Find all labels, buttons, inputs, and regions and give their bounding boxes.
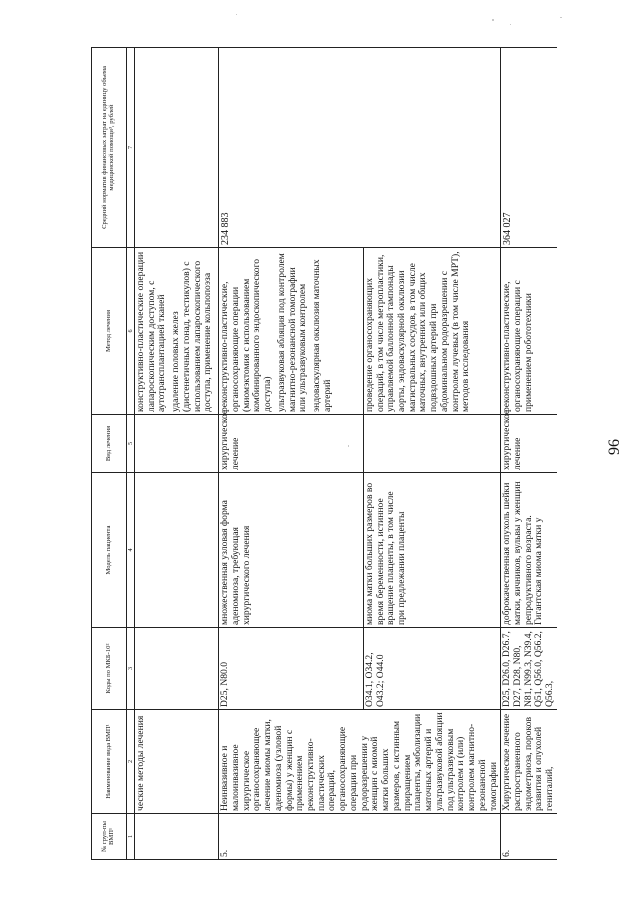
vmp-name-text: Неинвазивное и малоинвазивное хирургическое органосохраняющее лечение миомы матки, аденомиоза (узловой формы) у женщин с применением реконструктивно-пластических операций, органосохраняющие операции при родоразрешении у женщин с миомой матки больших размеров, с истинным приращением плаценты, эмболизации маточных артерий и ультразвуковой абляции под ультразвуковым контролем и (или) контролем магнитно-резонансной томографии: [219, 712, 499, 811]
scan-speck: [560, 17, 562, 18]
column-number: 7: [127, 48, 135, 248]
vmp-name-cell: [501, 710, 557, 814]
icd-codes-cell: [219, 628, 364, 710]
treatment-method-cell: [135, 248, 219, 415]
vmp-name-cell: [135, 710, 219, 814]
table-rotation-frame: [91, 48, 556, 860]
treatment-method-cell: [219, 248, 364, 415]
column-number: 4: [127, 473, 135, 628]
cost-value: 364 027: [502, 212, 514, 245]
treatment-method-text: удаление половых желез (дисгенетичных гонад, тестикулов) с использованием лапароскопического доступа, применение кольпопоэза: [170, 260, 214, 412]
icd-codes-text: D25, D26.0, D26.7, D27, D28, N80, N81, N99.3, N39.4, Q51, Q56.0, Q56.2, Q56.3,: [501, 631, 556, 707]
treatment-type-cell: [501, 409, 557, 473]
treatment-method-cell: [363, 248, 500, 415]
column-number: 5: [127, 415, 135, 473]
cost-cell: [501, 48, 557, 248]
patient-model-text: доброкачественная опухоль шейки матки, яичников, вульвы у женщин репродуктивного возраста. Гигантская миома матки у: [501, 481, 545, 625]
patient-model-cell: [219, 473, 364, 628]
header-patient-model: Модель пациента: [92, 473, 127, 628]
column-number: 6: [127, 248, 135, 415]
treatment-method-text: ультразвуковая абляция под контролем магнитно-резонансной томографии или ультразвуковым контролем: [275, 253, 309, 412]
treatment-type-text: хирургическое лечение: [501, 409, 523, 470]
header-vmp-name: Наименование вида ВМП¹: [92, 710, 127, 814]
treatment-type-cell: [363, 415, 500, 473]
column-number-row: [127, 48, 135, 860]
header-row: [92, 48, 127, 860]
vmp-name-cell: [219, 710, 501, 814]
patient-model-cell: [501, 473, 557, 628]
group-number-cell: [135, 814, 219, 860]
scan-speck: [510, 24, 511, 25]
treatment-method-cell: [501, 248, 557, 415]
scan-speck: [236, 14, 237, 15]
icd-codes-text: O34.1, O34.2, O43.2; O44.0: [363, 652, 386, 707]
treatment-method-text: эндоваскулярная окклюзия маточных артерий: [311, 259, 333, 412]
treatment-method-text: проведение органосохраняющих операций, в том числе метропластики, управляемой баллонной тампонады аорты, эндоваскулярной окклюзии магистральных сосудов, в том числе маточных, внутренних или общих подвздошных артерий при абдоминальном родоразрешении с контролем лучевых (в том числе МРТ), методов исследования: [363, 251, 472, 412]
group-number-cell: [219, 814, 501, 860]
column-number: 3: [127, 628, 135, 710]
column-number: 2: [127, 710, 135, 814]
table-row-6: [501, 48, 557, 860]
icd-codes-cell: [135, 628, 219, 710]
patient-model-text: множественная узловая форма аденомиоза, требующая хирургического лечения: [219, 500, 252, 625]
vmp-name-text: ческие методы лечения: [135, 715, 146, 811]
header-treatment-type: Вид лечения: [92, 415, 127, 473]
scan-speck: [492, 19, 494, 21]
header-icd-codes: Коды по МКБ-10²: [92, 628, 127, 710]
rotated-table-region: [91, 48, 556, 860]
header-group-number: № груп-пы ВМП¹: [92, 814, 127, 860]
cost-cell: [219, 48, 501, 248]
group-number: 6.: [501, 849, 513, 857]
group-number-cell: [501, 814, 557, 860]
treatment-method-text: реконструктивно-пластические, органосохраняющие операции с применением робототехники: [501, 280, 534, 412]
header-cost-norm: Средний норматив финансовых затрат на единицу объема медицинской помощи³, рублей: [92, 48, 127, 248]
patient-model-cell: [363, 473, 500, 628]
column-number: 1: [127, 814, 135, 860]
treatment-type-cell: [135, 415, 219, 473]
cost-value: 234 883: [220, 212, 232, 245]
page-number: 96: [606, 439, 623, 455]
table-row-5: [219, 48, 364, 860]
scan-speck: [348, 445, 349, 447]
icd-codes-text: D25, N80.0: [219, 661, 231, 707]
treatment-method-text: конструктивно-пластические операции лапароскопическим доступом, с аутотрансплантацией тканей: [135, 251, 168, 412]
icd-codes-cell: [363, 628, 500, 710]
patient-model-text: миома матки больших размеров во время беременности, истинное вращение плаценты, в том числе при предлежании плаценты: [363, 482, 408, 625]
treatment-method-text: реконструктивно-пластические, органосохраняющие операции (миомэктомия с использованием комбинированного эндоскопического доступа): [219, 258, 274, 412]
cost-cell: [135, 48, 219, 248]
vmp-table: [91, 47, 557, 860]
table-row-continuation: [135, 48, 219, 860]
group-number: 5.: [219, 849, 231, 857]
header-treatment-method: Метод лечения: [92, 248, 127, 415]
treatment-type-text: хирургическое лечение: [219, 409, 241, 470]
vmp-name-text: Хирургическое лечение распространенного эндометриоза, пороков развития и опухолей гениталий,: [501, 713, 556, 811]
icd-codes-cell: [501, 628, 557, 710]
patient-model-cell: [135, 473, 219, 628]
treatment-type-cell: [219, 409, 364, 473]
